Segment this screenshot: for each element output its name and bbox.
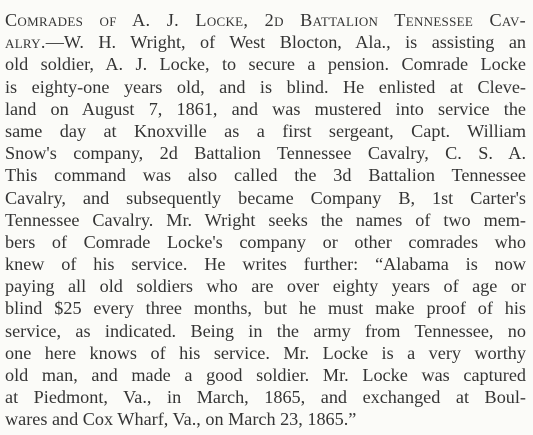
- article-body-line-7: This command was also called the 3d Battalion Tennessee: [5, 165, 526, 186]
- article-body-line-14: service, as indicated. Being in the army from Tennessee, no: [5, 320, 526, 341]
- article-body-line-18: wares and Cox Wharf, Va., on March 23, 1865.”: [5, 409, 357, 430]
- article-body-line-9: Tennessee Cavalry. Mr. Wright seeks the names of two mem-: [5, 209, 526, 230]
- article-body-line-4: land on August 7, 1861, and was mustered into service the: [5, 98, 526, 119]
- article-body-line-11: knew of his service. He writes further: “Alabama is now: [5, 254, 526, 275]
- article-body-line-16: old man, and made a good soldier. Mr. Locke was captured: [5, 365, 526, 385]
- article-body-line-8: Cavalry, and subsequently became Company B, 1st Carter's: [5, 187, 526, 208]
- article-body-line-12: paying all old soldiers who are over eighty years of age or: [5, 276, 526, 297]
- article-heading-line-2: alry.: [5, 32, 46, 53]
- article-text: [5, 9, 526, 431]
- article-body-line-17: at Piedmont, Va., in March, 1865, and exchanged at Boul-: [5, 387, 526, 408]
- article-body-line-2: old soldier, A. J. Locke, to secure a pension. Comrade Locke: [5, 54, 526, 75]
- article-line-2: [5, 31, 526, 53]
- article-body-line-6: Snow's company, 2d Battalion Tennessee Cavalry, C. S. A.: [5, 143, 526, 164]
- article-heading-line-1: Comrades of A. J. Locke, 2d Battalion Tennessee Cav-: [5, 10, 526, 30]
- article-body-line-13: blind $25 every three months, but he must make proof of his: [5, 298, 526, 319]
- article-body-line-5: same day at Knoxville as a first sergeant, Capt. William: [5, 120, 526, 141]
- article-body-line-15: one here knows of his service. Mr. Locke is a very worthy: [5, 342, 526, 363]
- article-body-line-10: bers of Comrade Locke's company or other comrades who: [5, 231, 526, 252]
- article-body-line-1: —W. H. Wright, of West Blocton, Ala., is assisting an: [45, 32, 526, 53]
- article-body-line-3: is eighty-one years old, and is blind. He enlisted at Cleve-: [5, 76, 526, 97]
